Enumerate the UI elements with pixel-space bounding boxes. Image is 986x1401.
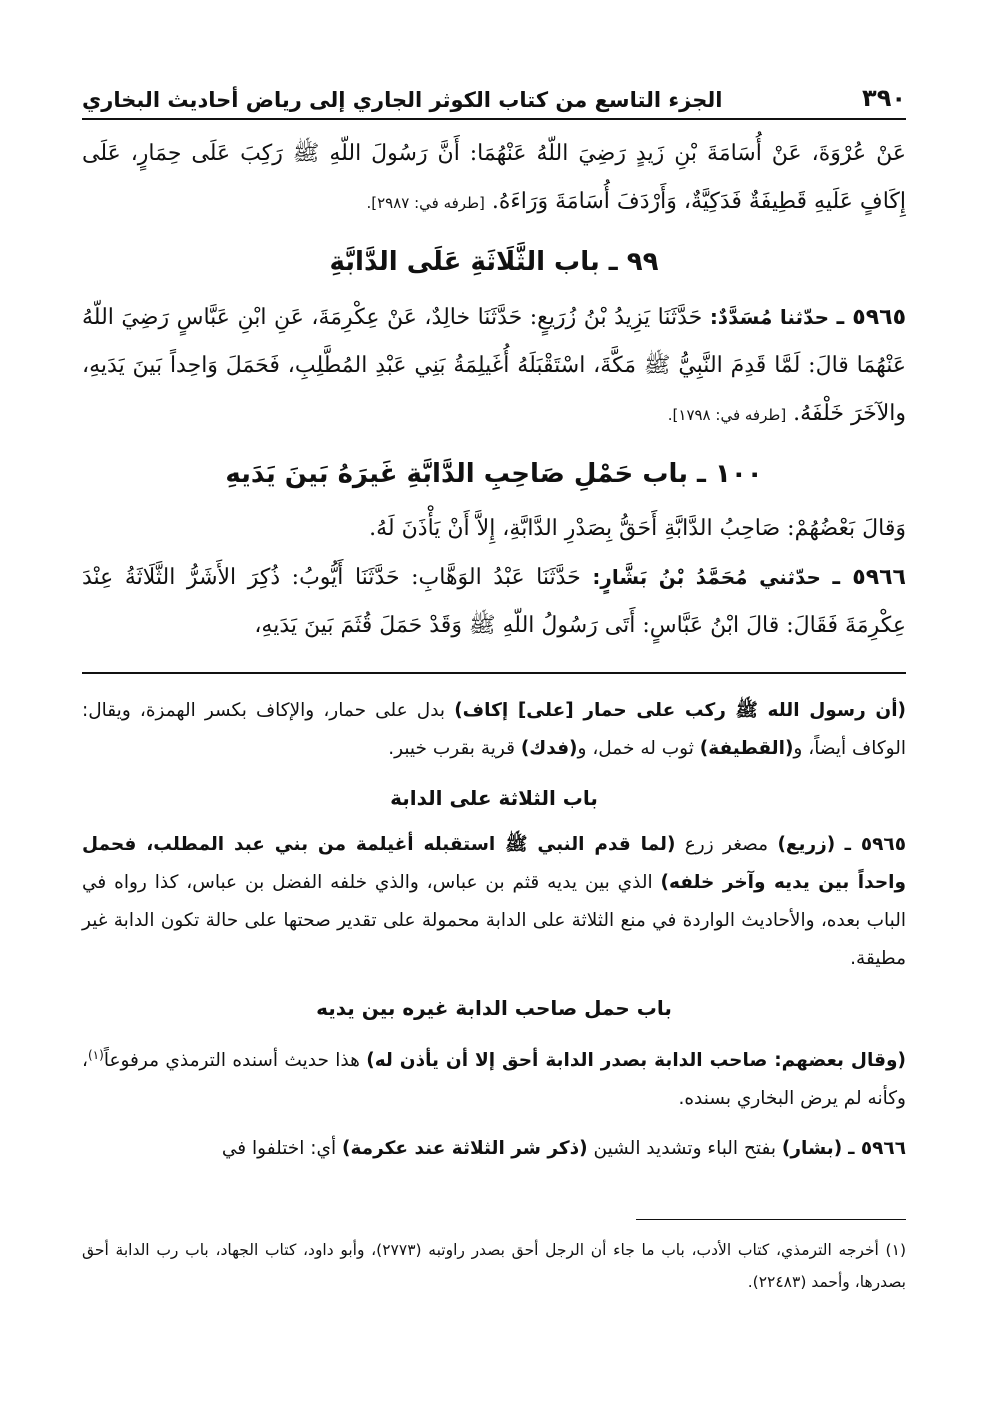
- commentary-lemma: (القطيفة): [699, 738, 794, 759]
- page-content: [82, 130, 906, 1168]
- hadith-number: ٥٩٦٦ ـ: [832, 565, 906, 590]
- commentary-text: بفتح الباء وتشديد الشين: [593, 1138, 776, 1160]
- hadith-narrator: حدّثني مُحَمَّدُ بْنُ بَشَّارٍ:: [592, 565, 821, 589]
- hadith-text: حَدَّثَنَا يَزِيدُ بْنُ زُرَيعٍ: حَدَّثَنَا خالِدٌ، عَنْ عِكْرِمَةَ، عَنِ ابْنِ عَبَّاسٍ رَضِيَ اللّهُ عَنْهُمَا قالَ: لَمَّا قَدِمَ النَّبِيُّ ﷺ مَكَّةَ، اسْتَقْبَلَهُ أُغَيلِمَةُ بَنِي عَبْدِ المُطَّلِبِ، فَحَمَلَ وَاحِداً بَينَ يَدَيهِ، والآخَرَ خَلْفَهُ.: [82, 305, 906, 426]
- chapter-title-100: ١٠٠ ـ باب حَمْلِ صَاحِبِ الدَّابَّةِ غَيرَهُ بَينَ يَدَيهِ: [225, 459, 763, 489]
- commentary-title-2: باب حمل صاحب الدابة غيره بين يديه: [316, 996, 672, 1020]
- cross-reference: [طرفه في: ١٧٩٨].: [667, 406, 787, 424]
- commentary-lemma: (ذكر شر الثلاثة عند عكرمة): [341, 1138, 588, 1160]
- hadith-section: [82, 130, 906, 650]
- commentary-section: [82, 692, 906, 1168]
- hadith-continuation: [82, 130, 906, 227]
- commentary-text: ثوب له خمل، و: [577, 738, 694, 759]
- commentary-lemma: (بشار): [781, 1138, 843, 1160]
- footnote-divider: [636, 1219, 906, 1220]
- commentary-paragraph-2: [82, 826, 906, 978]
- running-title: الجزء التاسع من كتاب الكوثر الجاري إلى رياض أحاديث البخاري: [82, 88, 723, 112]
- commentary-text: الذي بين يديه قثم بن عباس، والذي خلفه الفضل بن عباس، كذا رواه في الباب بعده، والأحاديث الواردة في منع الثلاثة على الدابة محمولة على تقدير صحتها على حالة تكون الدابة غير مطيقة.: [82, 872, 906, 969]
- commentary-lemma: (فدك): [520, 738, 578, 759]
- chapter-100-intro: وَقالَ بَعْضُهُمْ: صَاحِبُ الدَّابَّةِ أَحَقُّ بِصَدْرِ الدَّابَّةِ، إِلاَّ أَنْ يَأْذَنَ لَهُ.: [369, 516, 906, 541]
- cross-reference: [طرفه في: ٢٩٨٧].: [366, 194, 485, 212]
- commentary-paragraph-1: [82, 692, 906, 768]
- commentary-text: أي: اختلفوا في: [221, 1138, 337, 1160]
- hadith-number: ٥٩٦٦ ـ: [848, 1138, 906, 1160]
- chapter-title-99: ٩٩ ـ باب الثَّلَاثَةِ عَلَى الدَّابَّةِ: [329, 247, 659, 277]
- hadith-number: ٥٩٦٥ ـ: [836, 305, 906, 330]
- commentary-text: ، وكأنه لم يرض البخاري بسنده.: [82, 1050, 906, 1110]
- hadith-text: حَدَّثَنَا عَبْدُ الوَهَّابِ: حَدَّثَنَا أَيُّوبُ: ذُكِرَ الأَشَرُّ الثَّلَاثَةُ عِنْدَ عِكْرِمَةَ فَقَالَ: قالَ ابْنُ عَبَّاسٍ: أَتَى رَسُولُ اللّهِ ﷺ وَقَدْ حَمَلَ قُثَمَ بَينَ يَدَيهِ،: [82, 565, 906, 638]
- page-header: [82, 70, 906, 120]
- commentary-lemma: (أن رسول الله ﷺ ركب على حمار [على] إكاف): [454, 700, 906, 721]
- commentary-paragraph-3: [82, 1036, 906, 1118]
- footnote-marker[interactable]: (١): [87, 1048, 104, 1062]
- text-commentary-divider: [82, 672, 906, 674]
- hadith-5966: [82, 553, 906, 650]
- hadith-5965: [82, 293, 906, 439]
- commentary-lemma: (لما قدم النبي ﷺ استقبله أغيلمة من بني عبد المطلب، فحمل واحداً بين يديه وآخر خلفه): [82, 834, 907, 893]
- hadith-number: ٥٩٦٥ ـ: [844, 834, 906, 855]
- commentary-text: بدل على حمار، والإكاف بكسر الهمزة، ويقال: الوكاف أيضاً، و: [82, 700, 906, 759]
- commentary-lemma: (زريع): [777, 834, 836, 855]
- commentary-text: هذا حديث أسنده الترمذي مرفوعاً: [103, 1050, 360, 1072]
- commentary-text: قرية بقرب خيبر.: [388, 738, 515, 759]
- hadith-continuation-text: عَنْ عُرْوَةَ، عَنْ أُسَامَةَ بْنِ زَيدٍ رَضِيَ اللّهُ عَنْهُمَا: أَنَّ رَسُولَ اللّهِ ﷺ رَكِبَ عَلَى حِمَارٍ، عَلَى إِكَافٍ عَلَيهِ قَطِيفَةٌ فَدَكِيَّةٌ، وَأَرْدَفَ أُسَامَةَ وَرَاءَهُ.: [82, 141, 906, 214]
- commentary-text: مصغر زرع: [684, 834, 769, 855]
- page-number: ٣٩٠: [862, 84, 906, 112]
- footnote: (١) أخرجه الترمذي، كتاب الأدب، باب ما جاء أن الرجل أحق بصدر راوتبه (٢٧٧٣)، وأبو داود، كتاب الجهاد، باب رب الدابة أحق بصدرها، وأحمد (٢٢٤٨٣).: [82, 1241, 906, 1291]
- commentary-title-1: باب الثلاثة على الدابة: [390, 786, 598, 810]
- hadith-narrator: حدّثنا مُسَدَّدٌ:: [709, 305, 830, 329]
- commentary-lemma: (وقال بعضهم: صاحب الدابة بصدر الدابة أحق إلا أن يأذن له): [366, 1050, 906, 1072]
- commentary-paragraph-4: [82, 1130, 906, 1168]
